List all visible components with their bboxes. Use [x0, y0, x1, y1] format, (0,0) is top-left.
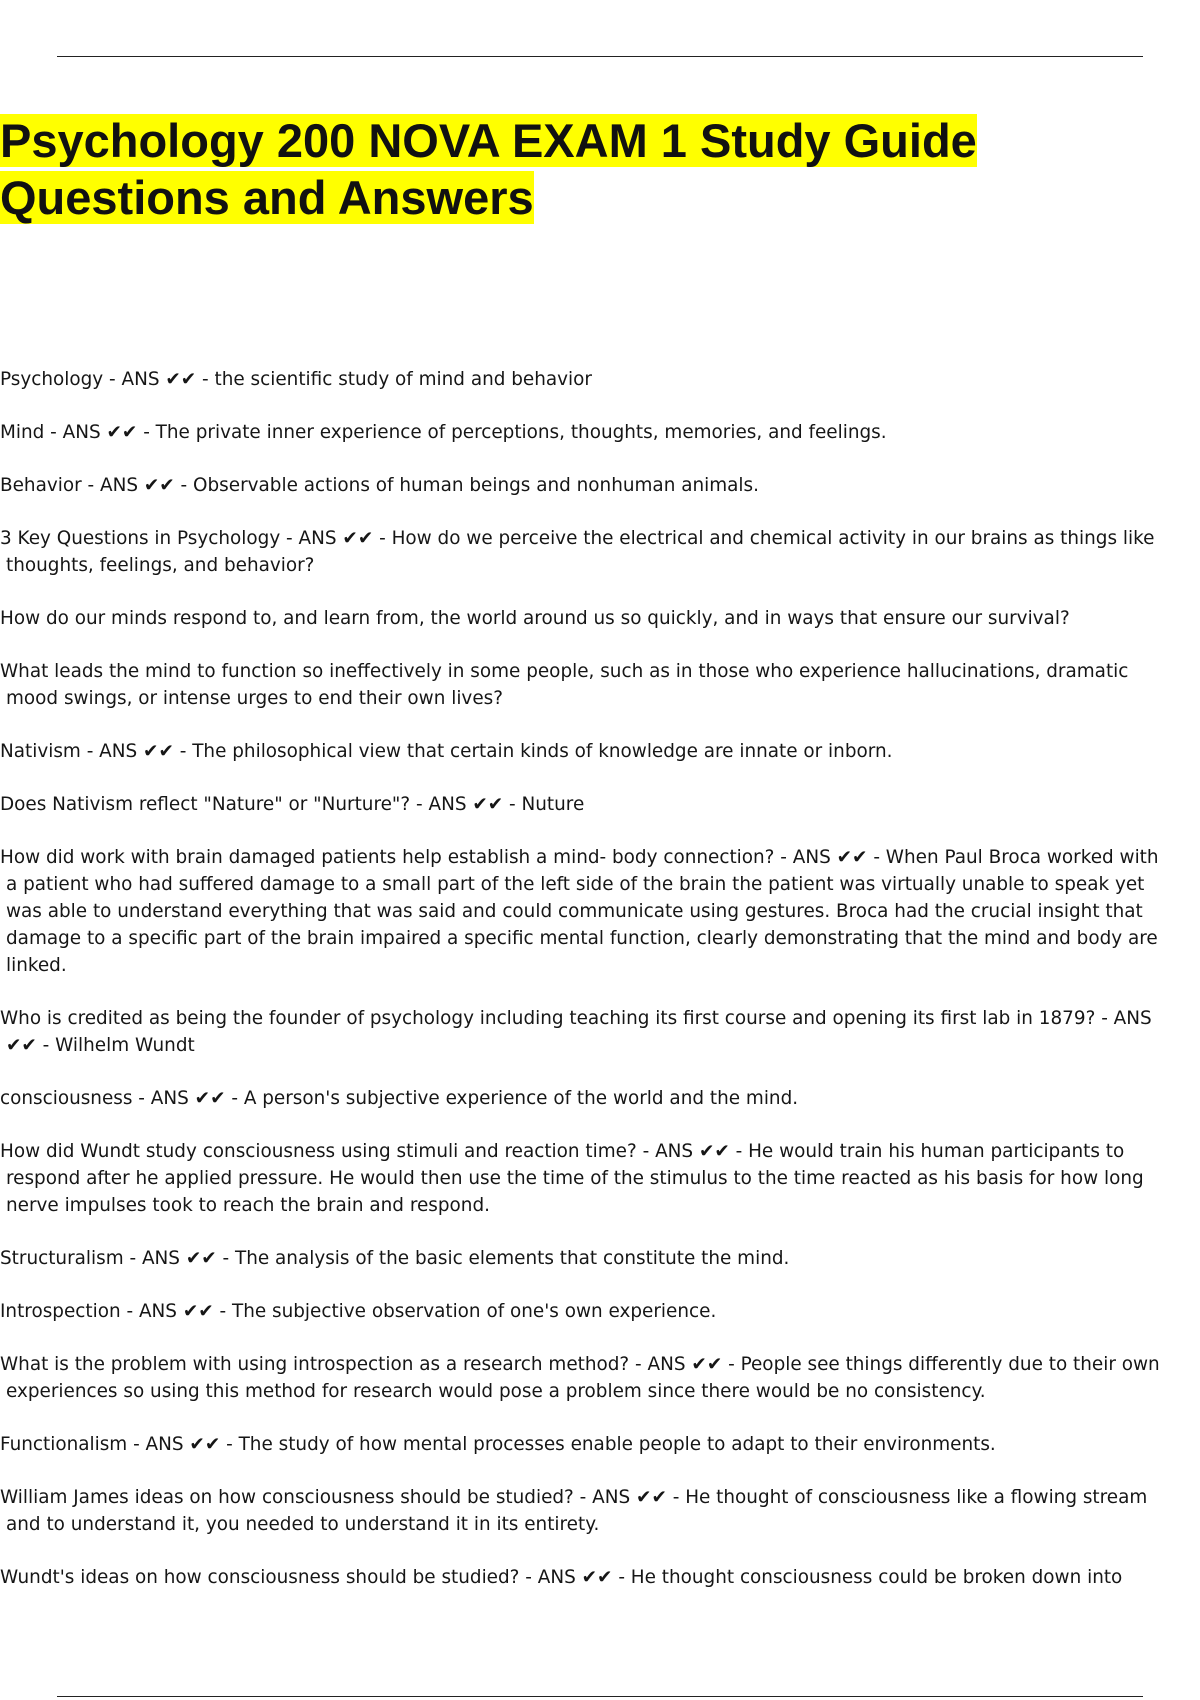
entry-question: consciousness: [0, 1088, 133, 1109]
title-line-1: Psychology 200 NOVA EXAM 1 Study Guide: [0, 114, 977, 167]
qa-entry: How did Wundt study consciousness using stimuli and reaction time? - ANS ✔✔ - He would train his human participants to respond after he applied pressure. He would then use the time of the stimulus to the time reacted as his basis for how long nerve impulses took to reach the brain and respond.: [0, 1141, 1144, 1216]
entry-answer: A person's subjective experience of the world and the mind.: [243, 1088, 799, 1109]
entry-question: Structuralism: [0, 1248, 124, 1269]
entry-question: Does Nativism reflect "Nature" or "Nurture"?: [0, 794, 411, 815]
qa-entry: Nativism - ANS ✔✔ - The philosophical view that certain kinds of knowledge are innate or inborn.: [0, 741, 893, 762]
qa-entry: 3 Key Questions in Psychology - ANS ✔✔ - How do we perceive the electrical and chemical activity in our brains as things like thoughts, feelings, and behavior?: [0, 528, 1155, 576]
qa-entry: Wundt's ideas on how consciousness should be studied? - ANS ✔✔ - He thought consciousness could be broken down into: [0, 1567, 1123, 1588]
entry-question: William James ideas on how consciousness should be studied?: [0, 1487, 574, 1508]
answer-marker: ANS: [428, 794, 467, 815]
qa-entry: What is the problem with using introspection as a research method? - ANS ✔✔ - People see things differently due to their own experiences so using this method for research would pose a problem since there would be no consistency.: [0, 1354, 1160, 1402]
qa-entry: How did work with brain damaged patients help establish a mind- body connection? - ANS ✔✔ - When Paul Broca worked with a patient who had suffered damage to a small part of the left side of the brain the patient was virtually unable to speak yet was able to understand everything that was said and could communicate using gestures. Broca had the crucial insight that damage to a specific part of the brain impaired a specific mental function, clearly demonstrating that the mind and body are linked.: [0, 847, 1159, 976]
double-checkmark-icon: ✔✔: [581, 1567, 613, 1588]
double-checkmark-icon: ✔✔: [6, 1035, 37, 1056]
double-checkmark-icon: ✔✔: [185, 1248, 217, 1269]
qa-entry: Does Nativism reflect "Nature" or "Nurture"? - ANS ✔✔ - Nuture: [0, 794, 585, 815]
entry-answer: He thought consciousness could be broken down into: [630, 1567, 1123, 1588]
entry-answer: The private inner experience of perceptions, thoughts, memories, and feelings.: [155, 422, 887, 443]
answer-marker: ANS: [537, 1567, 576, 1588]
double-checkmark-icon: ✔✔: [143, 741, 174, 762]
answer-marker: ANS: [792, 847, 831, 868]
double-checkmark-icon: ✔✔: [636, 1487, 667, 1508]
answer-marker: ANS: [298, 528, 337, 549]
entry-answer: He thought of consciousness like a flowing stream and to understand it, you needed to understand it in its entirety.: [6, 1487, 1148, 1535]
entry-question: How did work with brain damaged patients help establish a mind- body connection?: [0, 847, 775, 868]
qa-entry: [0, 605, 1160, 632]
document-title: [0, 112, 1100, 226]
double-checkmark-icon: ✔✔: [698, 1141, 730, 1162]
entry-answer: The subjective observation of one's own experience.: [231, 1301, 717, 1322]
answer-marker: ANS: [62, 422, 101, 443]
entry-answer: The study of how mental processes enable people to adapt to their environments.: [238, 1434, 996, 1455]
entry-answer: People see things differently due to their own experiences so using this method for research would pose a problem since there would be no consistency.: [6, 1354, 1160, 1402]
entry-question: 3 Key Questions in Psychology: [0, 528, 281, 549]
entry-question: Introspection: [0, 1301, 121, 1322]
footer-rule: [57, 1696, 1143, 1697]
qa-entry: [0, 658, 1160, 712]
entry-question: What is the problem with using introspection as a research method?: [0, 1354, 630, 1375]
entry-answer: Nuture: [521, 794, 585, 815]
entry-answer: Observable actions of human beings and nonhuman animals.: [193, 475, 759, 496]
answer-marker: ANS: [1113, 1008, 1152, 1029]
qa-list: [0, 366, 1160, 1617]
header-rule: [57, 56, 1143, 57]
entry-question: Wundt's ideas on how consciousness should be studied?: [0, 1567, 520, 1588]
double-checkmark-icon: ✔✔: [342, 528, 374, 549]
double-checkmark-icon: ✔✔: [836, 847, 868, 868]
entry-question: Behavior: [0, 475, 82, 496]
entry-text: What leads the mind to function so ineffectively in some people, such as in those who experience hallucinations, dramatic mood swings, or intense urges to end their own lives?: [0, 661, 1129, 709]
entry-question: Who is credited as being the founder of psychology including teaching its first course and opening its first lab in 1879?: [0, 1008, 1096, 1029]
qa-entry: consciousness - ANS ✔✔ - A person's subjective experience of the world and the mind.: [0, 1088, 799, 1109]
answer-marker: ANS: [592, 1487, 631, 1508]
answer-marker: ANS: [647, 1354, 686, 1375]
entry-question: Functionalism: [0, 1434, 128, 1455]
qa-entry: Structuralism - ANS ✔✔ - The analysis of the basic elements that constitute the mind.: [0, 1248, 790, 1269]
entry-answer: When Paul Broca worked with a patient who had suffered damage to a small part of the left side of the brain the patient was virtually unable to speak yet was able to understand everything that was said and could communicate using gestures. Broca had the crucial insight that damage to a specific part of the brain impaired a specific mental function, clearly demonstrating that the mind and body are linked.: [6, 847, 1159, 976]
double-checkmark-icon: ✔✔: [182, 1301, 214, 1322]
entry-answer: The philosophical view that certain kinds of knowledge are innate or inborn.: [192, 741, 893, 762]
qa-entry: Functionalism - ANS ✔✔ - The study of how mental processes enable people to adapt to their environments.: [0, 1434, 996, 1455]
answer-marker: ANS: [100, 475, 139, 496]
title-line-2: Questions and Answers: [0, 171, 534, 224]
double-checkmark-icon: ✔✔: [189, 1434, 221, 1455]
answer-marker: ANS: [141, 1248, 180, 1269]
entry-answer: Wilhelm Wundt: [55, 1035, 195, 1056]
qa-entry: Who is credited as being the founder of psychology including teaching its first course and opening its first lab in 1879? - ANS ✔✔ - Wilhelm Wundt: [0, 1008, 1152, 1056]
entry-question: How did Wundt study consciousness using stimuli and reaction time?: [0, 1141, 637, 1162]
entry-text: How do our minds respond to, and learn from, the world around us so quickly, and in ways that ensure our survival?: [0, 608, 1070, 629]
answer-marker: ANS: [138, 1301, 177, 1322]
answer-marker: ANS: [121, 369, 160, 390]
answer-marker: ANS: [145, 1434, 184, 1455]
answer-marker: ANS: [150, 1088, 189, 1109]
double-checkmark-icon: ✔✔: [143, 475, 175, 496]
double-checkmark-icon: ✔✔: [472, 794, 504, 815]
entry-answer: The analysis of the basic elements that constitute the mind.: [234, 1248, 790, 1269]
qa-entry: Mind - ANS ✔✔ - The private inner experience of perceptions, thoughts, memories, and feelings.: [0, 422, 887, 443]
double-checkmark-icon: ✔✔: [194, 1088, 226, 1109]
answer-marker: ANS: [99, 741, 138, 762]
qa-entry: Introspection - ANS ✔✔ - The subjective observation of one's own experience.: [0, 1301, 717, 1322]
entry-answer: the scientific study of mind and behavior: [214, 369, 592, 390]
qa-entry: Behavior - ANS ✔✔ - Observable actions of human beings and nonhuman animals.: [0, 475, 759, 496]
answer-marker: ANS: [655, 1141, 694, 1162]
double-checkmark-icon: ✔✔: [691, 1354, 723, 1375]
qa-entry: Psychology - ANS ✔✔ - the scientific study of mind and behavior: [0, 369, 592, 390]
entry-question: Mind: [0, 422, 45, 443]
double-checkmark-icon: ✔✔: [165, 369, 197, 390]
entry-answer: How do we perceive the electrical and chemical activity in our brains as things like thoughts, feelings, and behavior?: [6, 528, 1155, 576]
entry-question: Psychology: [0, 369, 104, 390]
qa-entry: William James ideas on how consciousness should be studied? - ANS ✔✔ - He thought of consciousness like a flowing stream and to understand it, you needed to understand it in its entirety.: [0, 1487, 1148, 1535]
entry-answer: He would train his human participants to respond after he applied pressure. He would then use the time of the stimulus to the time reacted as his basis for how long nerve impulses took to reach the brain and respond.: [6, 1141, 1144, 1216]
entry-question: Nativism: [0, 741, 81, 762]
double-checkmark-icon: ✔✔: [106, 422, 138, 443]
